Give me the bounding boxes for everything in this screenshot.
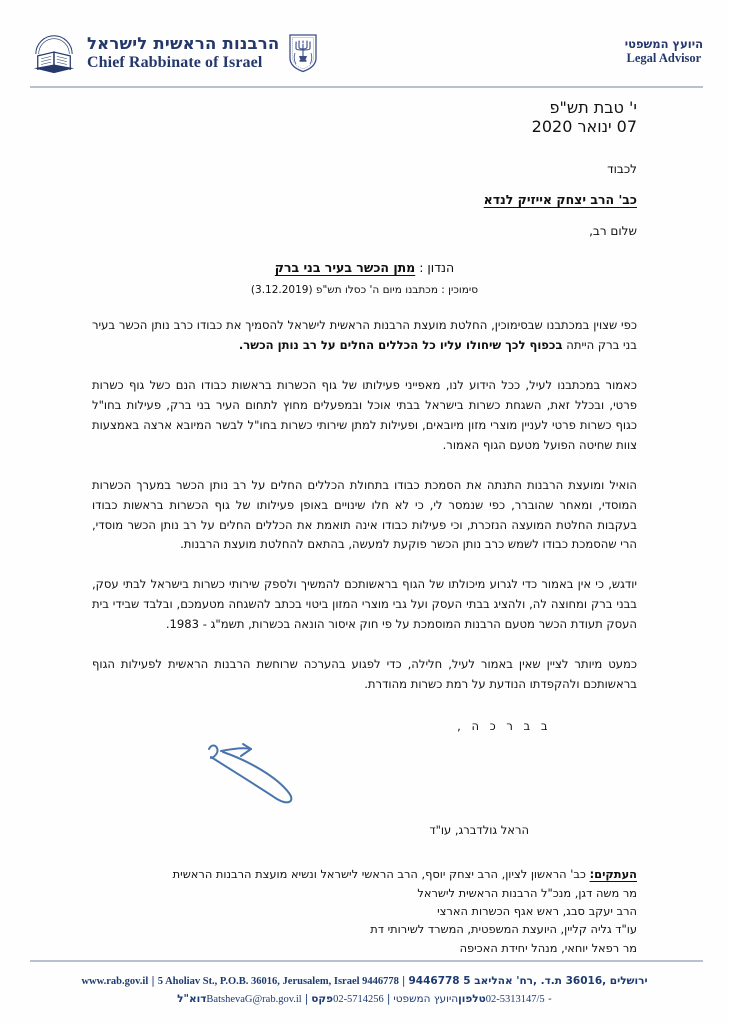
letter-body bbox=[0, 98, 729, 955]
footer-fax-label: פקס bbox=[311, 992, 334, 1005]
footer-phone-label: טלפון bbox=[458, 992, 486, 1005]
reference-line: סימוכין : מכתבנו מיום ה' כסלו תש"פ (3.12.2019) bbox=[250, 284, 479, 296]
footer-website[interactable]: www.rab.gov.il bbox=[81, 976, 149, 988]
copies-item: עו"ד גליה קליין, היועצת המשפטית, המשרד לשירותי דת bbox=[370, 922, 637, 937]
subject-line bbox=[92, 260, 637, 275]
department-title-english: Legal Advisor bbox=[626, 51, 702, 66]
footer-department: היועץ המשפטי - bbox=[393, 992, 552, 1005]
footer-email[interactable]: BatshevaG@rab.gov.il bbox=[206, 993, 302, 1005]
paragraph-p2 bbox=[92, 376, 637, 456]
israel-state-emblem-icon bbox=[288, 33, 318, 73]
paragraph-list bbox=[92, 316, 637, 695]
copies-recipient: כב' הראשון לציון, הרב יצחק יוסף, הרב הראשי לישראל ונשיא מועצת הרבנות הראשית bbox=[172, 867, 586, 882]
open-book-seal-icon bbox=[30, 31, 78, 75]
footer-address-line: www.rab.gov.il | 5 Aholiav St., P.O.B. 36016, Jerusalem, Israel 9446778 | 9446778 ירושלים ,36016 ת.ד. ,רח' אהליאב 5 bbox=[81, 975, 648, 988]
organization-name-hebrew: הרבנות הראשית לישראל bbox=[87, 33, 280, 53]
copies-block bbox=[92, 865, 637, 957]
footer-divider bbox=[30, 960, 703, 962]
greeting-line: שלום רב, bbox=[589, 224, 637, 238]
addressee-name: כב' הרב יצחק אייזיק לנדא bbox=[483, 192, 637, 207]
copies-first-line bbox=[92, 865, 637, 883]
paragraph-p3 bbox=[92, 476, 637, 556]
paragraph-p4 bbox=[92, 575, 637, 635]
footer-email-label: דוא"ל bbox=[177, 992, 207, 1005]
footer-fax-number: 02-5714256 bbox=[333, 993, 384, 1005]
copies-item: הרב יעקב סבג, ראש אגף הכשרות הארצי bbox=[437, 904, 637, 918]
subject-label: הנדון : bbox=[419, 260, 455, 275]
signature-area bbox=[92, 735, 637, 827]
footer-address-hebrew: 9446778 ירושלים ,36016 ת.ד. ,רח' אהליאב 5 bbox=[408, 975, 648, 988]
organization-name-english: Chief Rabbinate of Israel bbox=[87, 53, 263, 71]
footer-contact-line: BatshevaG@rab.gov.ilדוא"ל | 02-5714256פקס | 02-5313147/5טלפוןהיועץ המשפטי - bbox=[177, 992, 552, 1005]
paragraph-p1-segment-0: כפי שצוין במכתבנו שבסימוכין, החלטת מועצת הרבנות הראשית לישראל להסמיך את כבודו כרב נותן הכשר בעיר בני ברק הייתה bbox=[92, 318, 637, 352]
organization-name bbox=[87, 35, 279, 71]
paragraph-p2-segment-0: כאמור במכתבנו לעיל, ככל הידוע לנו, מאפייני פעילותו של גוף הכשרות בראשות כבודו הנם כשל גוף כשרות פרטי, ובכלל זאת, השגחת כשרות בישראל בבתי אוכל ובמפעלים מחוץ לתחום העיר בני ברק, פעילות בחו"ל כגוף כשרות פרטי לעניין מוצרי מזון מיובאים, ופעילות למתן שירותי כשרות בחו"ל לבשר המיובא ארצה באמצעות צוות שחיטה הפועל מטעם הגוף האמור. bbox=[92, 377, 637, 452]
subject-value: מתן הכשר בעיר בני ברק bbox=[274, 260, 416, 275]
footer bbox=[0, 973, 729, 1008]
organization-branding bbox=[30, 31, 320, 75]
copies-item: מר רפאל יוחאי, מנהל יחידת האכיפה bbox=[459, 940, 637, 955]
signer-name: הראל גולדברג, עו"ד bbox=[429, 823, 529, 838]
footer-phone-number: 02-5313147/5 bbox=[485, 993, 545, 1005]
paragraph-p4-segment-0: יודגש, כי אין באמור כדי לגרוע מיכולתו של הגוף בראשותכם להמשיך ולספק שירותי כשרות בישראל לבתי עסק, בבני ברק ומחוצה לה, ולהציג בבתי העסק ועל גבי מוצרי המזון ביטוי בכתב להשגחה מטעמכם, ובלבד שבידי בית העסק תעודת הכשר מטעם הרבנות המוסמכת על פי חוק איסור הונאה בכשרות, תשמ"ג - 1983. bbox=[92, 577, 637, 632]
footer-address-english: 5 Aholiav St., P.O.B. 36016, Jerusalem, Israel 9446778 bbox=[157, 976, 399, 988]
copies-label: העתקים: bbox=[589, 867, 637, 882]
copies-item-list bbox=[92, 884, 637, 958]
paragraph-p5 bbox=[92, 655, 637, 695]
paragraph-p1 bbox=[92, 316, 637, 356]
paragraph-p5-segment-0: כמעט מיותר לציין שאין באמור לעיל, חלילה, כדי לפגוע בהערכה שרוחשת הרבנות הראשית לפעילות הגוף בראשותכם ולהקפדתו הנודעת על רמת כשרות מהודרת. bbox=[92, 657, 637, 692]
department-title-hebrew: היועץ המשפטי bbox=[624, 37, 703, 52]
date-gregorian: 07 ינואר 2020 bbox=[531, 117, 637, 136]
copies-item: מר משה דגן, מנכ"ל הרבנות הראשית לישראל bbox=[417, 885, 637, 900]
paragraph-p1-segment-1: בכפוף לכך שיחולו עליו כל הכללים החלים על רב נותן הכשר. bbox=[238, 337, 563, 352]
date-hebrew: י' טבת תש"פ bbox=[549, 98, 637, 117]
header-divider bbox=[30, 86, 703, 88]
date-block bbox=[92, 98, 637, 136]
department-title bbox=[625, 38, 703, 68]
signoff-line: ב ב ר כ ה , bbox=[457, 719, 551, 734]
handwritten-signature-icon bbox=[197, 735, 337, 813]
letterhead bbox=[0, 22, 729, 84]
to-label: לכבוד bbox=[607, 162, 637, 176]
paragraph-p3-segment-0: הואיל ומועצת הרבנות התנתה את הסמכת כבודו בתחולת הכללים החלים על רב נותן הכשר במערך הכשרות המוסדי, ומאחר שהוברר, כפי שנמסר לי, כי לא חלו שינויים באופן פעילותו של גוף הכשרות בראשות כבודו בעקבות החלטת המועצה הנזכרת, וכי פעילות כבודו אינה תואמת את הכללים החלים על רב נותן הכשר מוסדי, הרי שהסמכת כבודו לשמש כרב נותן הכשר פוקעת למעשה, בהתאם להחלטת מועצת הרבנות. bbox=[92, 477, 637, 552]
